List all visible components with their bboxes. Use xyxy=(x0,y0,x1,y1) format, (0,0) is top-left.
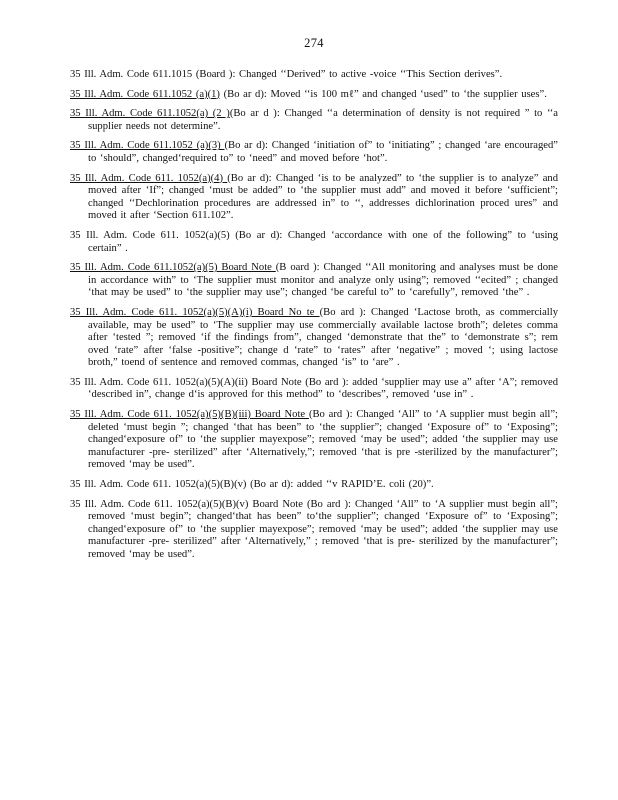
amendment-entry xyxy=(70,499,558,562)
entry-text: (Bo ar d): Changed ‘is to be analyzed” to ‘the supplier is to analyze” and moved after ‘If”; changed ‘must be added” to ‘the supplier must add” and moved it before ‘sufficient”; changed ‘‘Dechlorination procedures are addressed in” to ‘‘, addresses dichlorination proced ures” and moved it after ‘Section 611.102”. xyxy=(88,172,558,222)
entry-text: 35 Ill. Adm. Code 611. 1052(a)(5)(B)(v) (Bo ar d): added ‘‘v RAPID’E. coli (20)”. xyxy=(70,479,434,491)
amendment-entry xyxy=(70,307,558,370)
amendment-entry xyxy=(70,69,558,82)
amendment-entry xyxy=(70,230,558,255)
citation: 35 Ill. Adm. Code 611. 1052(a)(5)(A)(i) Board No te xyxy=(70,306,320,318)
citation: 35 Ill. Adm. Code 611.1052(a)(5) Board Note xyxy=(70,262,276,274)
entry-text: 35 Ill. Adm. Code 611. 1052(a)(5)(B)(v) Board Note (Bo ard ): Changed ‘All” to ‘A supplier must begin all”; removed ‘must begin”; changed‘that has been” to‘the supplier”; changed ‘Exposure of” to ‘Exposing”; changed‘exposure of” to ‘the supplier mayexpose”; removed ‘may be used”; added ‘the supplier may use manufacturer -pre- sterilized” after ‘Alternatively,” ; removed ‘that is pre- sterilized by the manufacturer”; removed ‘may be used”. xyxy=(70,498,558,560)
entry-text: 35 Ill. Adm. Code 611. 1052(a)(5) (Bo ar d): Changed ‘accordance with one of the following” to ‘using certain” . xyxy=(70,229,558,254)
entry-text: 35 Ill. Adm. Code 611. 1052(a)(5)(A)(ii) Board Note (Bo ard ): added ‘supplier may use a” after ‘A”; removed ‘described in”, change d‘is approved for this method” to ‘describes”, removed ‘use in” . xyxy=(70,376,558,401)
entry-text: (Bo ard ): Changed ‘All” to ‘A supplier must begin all”; deleted ‘must begin ”; changed ‘that has been” to ‘the supplier”; changed ‘Exposure of” to ‘Exposing”; changed‘exposure of” to ‘the supplier mayexpose”; removed ‘may be used”; added ‘the supplier may use manufacturer -pre- sterilized” after ‘Alternatively,”; removed ‘that is pre -sterilized by the manufacturer”; removed ‘may be used”. xyxy=(88,409,558,471)
citation: 35 Ill. Adm. Code 611.1052 (a)(1) xyxy=(70,88,220,100)
amendment-list xyxy=(70,69,558,562)
amendment-entry xyxy=(70,140,558,165)
page-number: 274 xyxy=(304,36,324,50)
amendment-entry xyxy=(70,409,558,472)
entry-text: (Bo ar d): Moved ‘‘is 100 mℓ” and changed ‘used” to ‘the supplier uses”. xyxy=(219,88,547,100)
amendment-entry xyxy=(70,479,558,492)
entry-text: (Bo ard ): Changed ‘Lactose broth, as commercially available, may be used” to ‘The supplier may use commercially available lactose broth”; deletes comma after ‘tested ”; removed ‘if the findings from”, changed ‘demonstrate that the” to ‘demonstrate s”; rem oved ‘rate” after ‘false -positive”; change d ‘rate” to ‘rates” after ‘negative” ; moved ‘; using lactose broth,” toend of sentence and removed commas, changed ‘is” to ‘are” . xyxy=(88,306,558,369)
entry-text: (Bo ar d ): Changed ‘‘a determination of density is not required ” to ‘‘a supplier needs not determine”. xyxy=(88,108,558,132)
entry-text: (Bo ar d): Changed ‘initiation of” to ‘initiating” ; changed ‘are encouraged” to ‘should”, changed‘required to” to ‘need” and moved before ‘hot”. xyxy=(88,140,558,164)
citation: 35 Ill. Adm. Code 611. 1052(a)(4) xyxy=(70,172,228,184)
amendment-entry xyxy=(70,108,558,133)
entry-text: (B oard ): Changed ‘‘All monitoring and analyses must be done in accordance with” to ‘The supplier must monitor and analyze only using”; removed ‘‘ecited” ; changed ‘that may be used” to ‘the supplier may use”; changed ‘be careful to” to ‘carefully”, removed ‘the” . xyxy=(88,262,558,299)
citation: 35 Ill. Adm. Code 611.1052(a) (2 ) xyxy=(70,108,230,120)
entry-text: 35 Ill. Adm. Code 611.1015 (Board ): Changed ‘‘Derived” to active -voice ‘‘This Section derives”. xyxy=(70,69,503,80)
citation: 35 Ill. Adm. Code 611.1052 (a)(3) xyxy=(70,140,225,152)
amendment-entry xyxy=(70,377,558,402)
citation: 35 Ill. Adm. Code 611. 1052(a)(5)(B)(iii) Board Note xyxy=(70,409,309,421)
amendment-entry xyxy=(70,262,558,300)
amendment-entry xyxy=(70,173,558,223)
amendment-entry xyxy=(70,89,558,102)
